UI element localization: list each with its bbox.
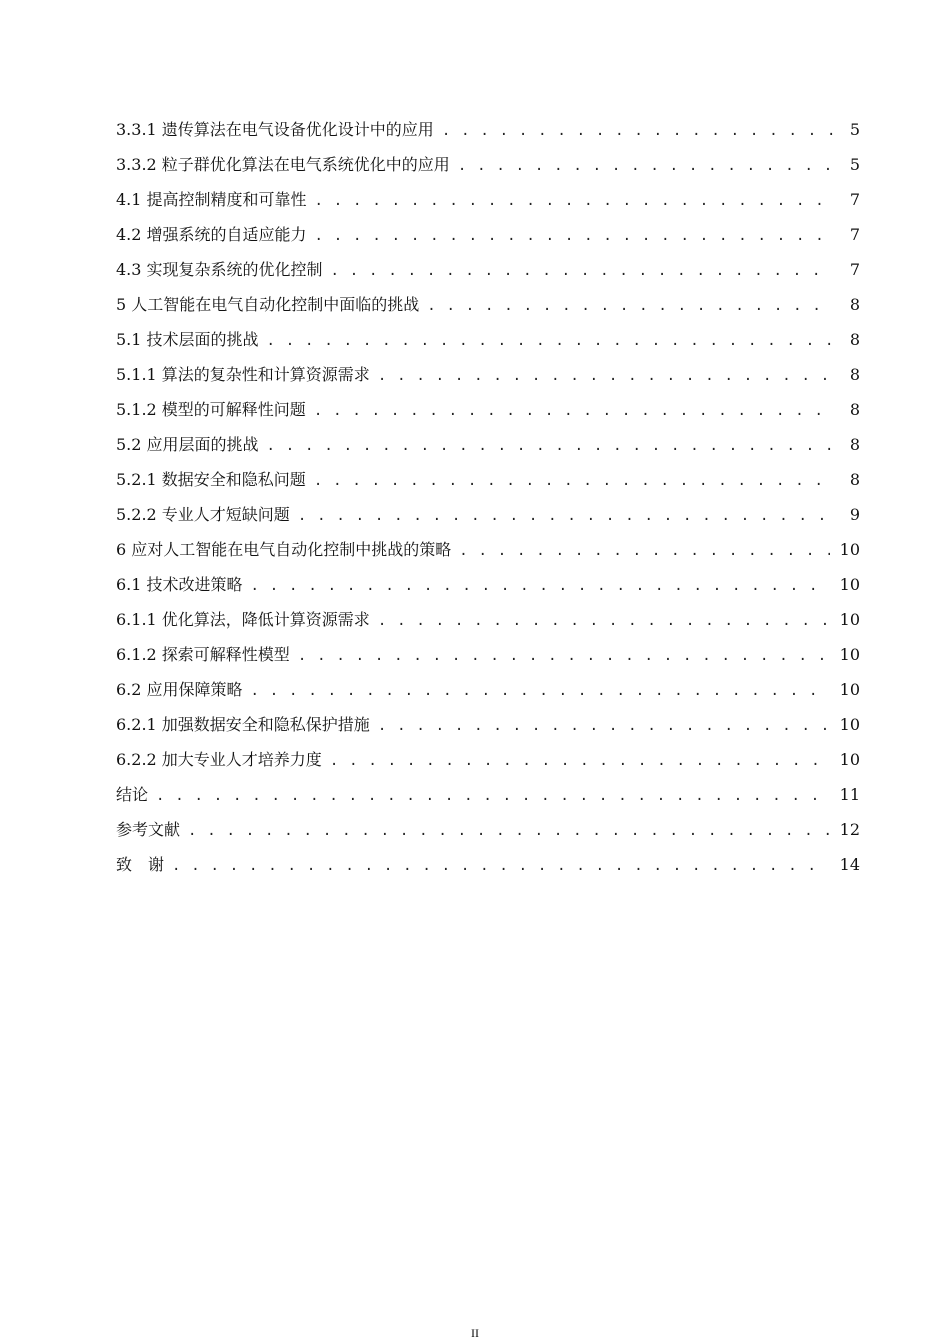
toc-leader-dots — [459, 534, 829, 569]
toc-entry[interactable] — [116, 847, 860, 882]
toc-entry-title: 6.2 应用保障策略 — [116, 680, 243, 699]
toc-entry-title: 6.2.2 加大专业人才培养力度 — [116, 750, 322, 769]
toc-entry-title: 4.1 提高控制精度和可靠性 — [116, 190, 307, 209]
toc-leader-dots — [188, 814, 830, 849]
toc-entry-title: 6.1.2 探索可解释性模型 — [116, 645, 290, 664]
toc-leader-dots — [298, 499, 834, 534]
toc-entry-title: 3.3.1 遗传算法在电气设备优化设计中的应用 — [116, 120, 434, 139]
toc-entry-page: 7 — [849, 260, 860, 279]
toc-entry-title: 结论 — [116, 785, 149, 804]
toc-entry-title: 5.2 应用层面的挑战 — [116, 435, 259, 454]
toc-leader-dots — [378, 604, 830, 639]
toc-entry-title: 4.2 增强系统的自适应能力 — [116, 225, 307, 244]
toc-entry-title: 6.1 技术改进策略 — [116, 575, 243, 594]
toc-entry-page: 10 — [839, 540, 860, 559]
toc-entry[interactable] — [116, 147, 860, 182]
toc-entry[interactable] — [116, 182, 860, 217]
toc-entry[interactable] — [116, 637, 860, 672]
toc-leader-dots — [314, 464, 834, 499]
toc-entry-page: 7 — [849, 225, 860, 244]
toc-entry-page: 10 — [839, 750, 860, 769]
toc-entry[interactable] — [116, 217, 860, 252]
toc-leader-dots — [267, 324, 834, 359]
toc-entry-title: 5.2.2 专业人才短缺问题 — [116, 505, 290, 524]
toc-entry[interactable] — [116, 252, 860, 287]
toc-entry-page: 10 — [839, 645, 860, 664]
toc-entry[interactable] — [116, 707, 860, 742]
toc-entry-page: 5 — [849, 155, 860, 174]
toc-entry[interactable] — [116, 567, 860, 602]
toc-leader-dots — [427, 289, 834, 324]
toc-entry-page: 9 — [849, 505, 860, 524]
toc-leader-dots — [251, 674, 830, 709]
toc-entry-page: 8 — [849, 435, 860, 454]
toc-entry-page: 14 — [839, 855, 860, 874]
toc-entry-title: 6 应对人工智能在电气自动化控制中挑战的策略 — [116, 540, 452, 559]
toc-leader-dots — [315, 219, 834, 254]
toc-entry-title: 致 谢 — [116, 855, 165, 874]
toc-entry-page: 7 — [849, 190, 860, 209]
toc-entry-title: 5.1 技术层面的挑战 — [116, 330, 259, 349]
toc-leader-dots — [330, 744, 830, 779]
toc-leader-dots — [458, 149, 834, 184]
toc-entry[interactable] — [116, 322, 860, 357]
toc-entry-title: 5 人工智能在电气自动化控制中面临的挑战 — [116, 295, 420, 314]
toc-leader-dots — [331, 254, 834, 289]
toc-entry-page: 10 — [839, 680, 860, 699]
toc-entry-page: 8 — [849, 470, 860, 489]
toc-entry-title: 4.3 实现复杂系统的优化控制 — [116, 260, 323, 279]
toc-leader-dots — [315, 184, 834, 219]
toc-entry-title: 5.2.1 数据安全和隐私问题 — [116, 470, 306, 489]
toc-entry[interactable] — [116, 462, 860, 497]
toc-leader-dots — [378, 359, 834, 394]
toc-leader-dots — [172, 849, 830, 884]
toc-entry-page: 8 — [849, 295, 860, 314]
toc-entry-title: 6.1.1 优化算法，降低计算资源需求 — [116, 610, 370, 629]
toc-entry-page: 10 — [839, 715, 860, 734]
toc-entry-page: 5 — [849, 120, 860, 139]
toc-entry-title: 5.1.1 算法的复杂性和计算资源需求 — [116, 365, 370, 384]
toc-entry-title: 3.3.2 粒子群优化算法在电气系统优化中的应用 — [116, 155, 450, 174]
toc-entry[interactable] — [116, 392, 860, 427]
toc-entry[interactable] — [116, 287, 860, 322]
toc-entry-page: 8 — [849, 400, 860, 419]
toc-entry[interactable] — [116, 357, 860, 392]
toc-leader-dots — [442, 114, 834, 149]
toc-leader-dots — [378, 709, 830, 744]
toc-entry[interactable] — [116, 532, 860, 567]
toc-leader-dots — [314, 394, 834, 429]
toc-entry-title: 参考文献 — [116, 820, 181, 839]
toc-entry-page: 10 — [839, 610, 860, 629]
toc-leader-dots — [156, 779, 830, 814]
toc-entry[interactable] — [116, 672, 860, 707]
page-number: II — [471, 1326, 479, 1340]
toc-entry[interactable] — [116, 427, 860, 462]
toc-entry[interactable] — [116, 742, 860, 777]
toc-leader-dots — [251, 569, 830, 604]
toc-leader-dots — [267, 429, 834, 464]
toc-entry-title: 5.1.2 模型的可解释性问题 — [116, 400, 306, 419]
toc-entry-title: 6.2.1 加强数据安全和隐私保护措施 — [116, 715, 370, 734]
toc-entry[interactable] — [116, 812, 860, 847]
toc-entry-page: 12 — [839, 820, 860, 839]
toc-entry[interactable] — [116, 602, 860, 637]
toc-entry[interactable] — [116, 497, 860, 532]
toc-entry-page: 11 — [839, 785, 860, 804]
toc-entry[interactable] — [116, 777, 860, 812]
toc-entry-page: 8 — [849, 330, 860, 349]
table-of-contents — [116, 112, 860, 882]
toc-entry[interactable] — [116, 112, 860, 147]
toc-entry-page: 10 — [839, 575, 860, 594]
toc-entry-page: 8 — [849, 365, 860, 384]
toc-leader-dots — [298, 639, 830, 674]
